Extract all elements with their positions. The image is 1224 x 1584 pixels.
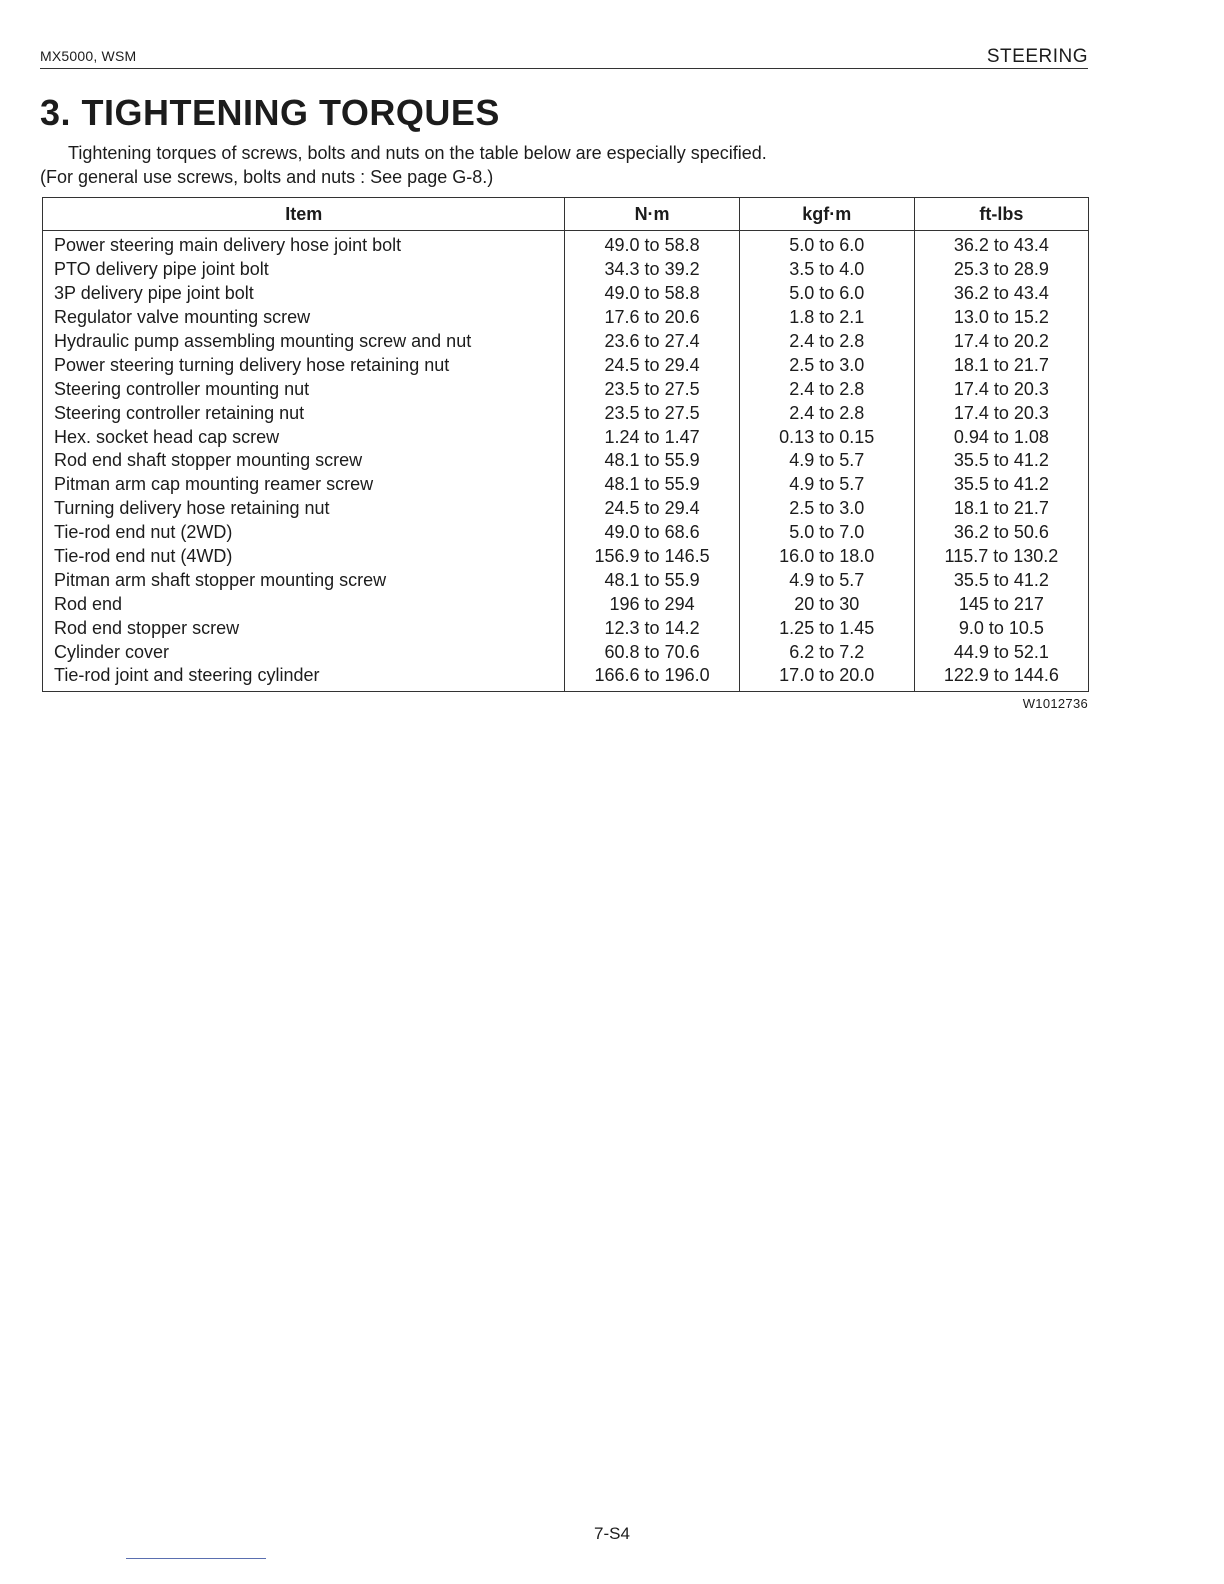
- item-cell: Rod end stopper screw: [43, 616, 565, 640]
- nm-cell: 17.6 to 20.6: [565, 306, 739, 330]
- kgfm-cell: 0.13 to 0.15: [739, 425, 914, 449]
- table-row: [43, 306, 1089, 330]
- item-cell: Pitman arm shaft stopper mounting screw: [43, 568, 565, 592]
- kgfm-cell: 2.4 to 2.8: [739, 377, 914, 401]
- nm-cell: 23.5 to 27.5: [565, 377, 739, 401]
- nm-cell: 49.0 to 58.8: [565, 231, 739, 258]
- page-number: 7-S4: [594, 1524, 630, 1543]
- kgfm-cell: 4.9 to 5.7: [739, 473, 914, 497]
- table-row: [43, 521, 1089, 545]
- table-row: [43, 473, 1089, 497]
- nm-cell: 60.8 to 70.6: [565, 640, 739, 664]
- kgfm-cell: 20 to 30: [739, 592, 914, 616]
- table-row: [43, 353, 1089, 377]
- column-header-ftlbs: ft-lbs: [914, 198, 1088, 231]
- kgfm-cell: 5.0 to 6.0: [739, 282, 914, 306]
- nm-cell: 156.9 to 146.5: [565, 545, 739, 569]
- item-cell: Pitman arm cap mounting reamer screw: [43, 473, 565, 497]
- kgfm-cell: 5.0 to 6.0: [739, 231, 914, 258]
- item-cell: Regulator valve mounting screw: [43, 306, 565, 330]
- kgfm-cell: 5.0 to 7.0: [739, 521, 914, 545]
- kgfm-cell: 2.5 to 3.0: [739, 497, 914, 521]
- ftlbs-cell: 36.2 to 43.4: [914, 231, 1088, 258]
- kgfm-cell: 16.0 to 18.0: [739, 545, 914, 569]
- nm-cell: 48.1 to 55.9: [565, 473, 739, 497]
- ftlbs-cell: 18.1 to 21.7: [914, 353, 1088, 377]
- nm-cell: 23.6 to 27.4: [565, 330, 739, 354]
- nm-cell: 49.0 to 68.6: [565, 521, 739, 545]
- item-cell: Tie-rod joint and steering cylinder: [43, 664, 565, 691]
- intro-text: [40, 141, 767, 189]
- ftlbs-cell: 17.4 to 20.3: [914, 401, 1088, 425]
- ftlbs-cell: 36.2 to 43.4: [914, 282, 1088, 306]
- torque-table: [42, 197, 1089, 692]
- kgfm-cell: 3.5 to 4.0: [739, 258, 914, 282]
- table-row: [43, 425, 1089, 449]
- table-row: [43, 449, 1089, 473]
- ftlbs-cell: 17.4 to 20.2: [914, 330, 1088, 354]
- ftlbs-cell: 145 to 217: [914, 592, 1088, 616]
- nm-cell: 24.5 to 29.4: [565, 497, 739, 521]
- table-row: [43, 231, 1089, 258]
- item-cell: Tie-rod end nut (2WD): [43, 521, 565, 545]
- table-row: [43, 592, 1089, 616]
- nm-cell: 34.3 to 39.2: [565, 258, 739, 282]
- table-row: [43, 377, 1089, 401]
- table-row: [43, 616, 1089, 640]
- item-cell: Turning delivery hose retaining nut: [43, 497, 565, 521]
- ftlbs-cell: 17.4 to 20.3: [914, 377, 1088, 401]
- ftlbs-cell: 25.3 to 28.9: [914, 258, 1088, 282]
- ftlbs-cell: 18.1 to 21.7: [914, 497, 1088, 521]
- kgfm-cell: 1.25 to 1.45: [739, 616, 914, 640]
- page-header: [40, 46, 1088, 69]
- kgfm-cell: 4.9 to 5.7: [739, 449, 914, 473]
- column-header-item: Item: [43, 198, 565, 231]
- item-cell: Cylinder cover: [43, 640, 565, 664]
- table-row: [43, 664, 1089, 691]
- nm-cell: 48.1 to 55.9: [565, 449, 739, 473]
- item-cell: Tie-rod end nut (4WD): [43, 545, 565, 569]
- item-cell: Hex. socket head cap screw: [43, 425, 565, 449]
- table-row: [43, 640, 1089, 664]
- table-row: [43, 568, 1089, 592]
- table-row: [43, 258, 1089, 282]
- manual-id: MX5000, WSM: [40, 48, 137, 64]
- nm-cell: 24.5 to 29.4: [565, 353, 739, 377]
- nm-cell: 1.24 to 1.47: [565, 425, 739, 449]
- ftlbs-cell: 13.0 to 15.2: [914, 306, 1088, 330]
- ftlbs-cell: 0.94 to 1.08: [914, 425, 1088, 449]
- nm-cell: 196 to 294: [565, 592, 739, 616]
- item-cell: Rod end: [43, 592, 565, 616]
- item-cell: Hydraulic pump assembling mounting screw and nut: [43, 330, 565, 354]
- table-row: [43, 282, 1089, 306]
- item-cell: Power steering main delivery hose joint bolt: [43, 231, 565, 258]
- nm-cell: 23.5 to 27.5: [565, 401, 739, 425]
- ftlbs-cell: 122.9 to 144.6: [914, 664, 1088, 691]
- table-header-row: [43, 198, 1089, 231]
- nm-cell: 48.1 to 55.9: [565, 568, 739, 592]
- column-header-nm: N·m: [565, 198, 739, 231]
- kgfm-cell: 2.5 to 3.0: [739, 353, 914, 377]
- page-title: 3. TIGHTENING TORQUES: [40, 92, 500, 133]
- item-cell: Steering controller retaining nut: [43, 401, 565, 425]
- ftlbs-cell: 44.9 to 52.1: [914, 640, 1088, 664]
- table-row: [43, 545, 1089, 569]
- table-row: [43, 330, 1089, 354]
- ftlbs-cell: 35.5 to 41.2: [914, 449, 1088, 473]
- nm-cell: 12.3 to 14.2: [565, 616, 739, 640]
- item-cell: PTO delivery pipe joint bolt: [43, 258, 565, 282]
- column-header-kgfm: kgf·m: [739, 198, 914, 231]
- ftlbs-cell: 35.5 to 41.2: [914, 473, 1088, 497]
- document-code: W1012736: [1022, 696, 1088, 711]
- nm-cell: 49.0 to 58.8: [565, 282, 739, 306]
- ftlbs-cell: 36.2 to 50.6: [914, 521, 1088, 545]
- ftlbs-cell: 35.5 to 41.2: [914, 568, 1088, 592]
- table-row: [43, 401, 1089, 425]
- item-cell: Steering controller mounting nut: [43, 377, 565, 401]
- kgfm-cell: 2.4 to 2.8: [739, 401, 914, 425]
- kgfm-cell: 17.0 to 20.0: [739, 664, 914, 691]
- table-row: [43, 497, 1089, 521]
- kgfm-cell: 1.8 to 2.1: [739, 306, 914, 330]
- kgfm-cell: 6.2 to 7.2: [739, 640, 914, 664]
- footer-rule: [126, 1558, 266, 1559]
- section-name: STEERING: [986, 46, 1088, 67]
- kgfm-cell: 4.9 to 5.7: [739, 568, 914, 592]
- nm-cell: 166.6 to 196.0: [565, 664, 739, 691]
- ftlbs-cell: 115.7 to 130.2: [914, 545, 1088, 569]
- item-cell: 3P delivery pipe joint bolt: [43, 282, 565, 306]
- kgfm-cell: 2.4 to 2.8: [739, 330, 914, 354]
- item-cell: Power steering turning delivery hose retaining nut: [43, 353, 565, 377]
- ftlbs-cell: 9.0 to 10.5: [914, 616, 1088, 640]
- item-cell: Rod end shaft stopper mounting screw: [43, 449, 565, 473]
- intro-line-2: (For general use screws, bolts and nuts : See page G-8.): [40, 167, 494, 187]
- intro-line-1: Tightening torques of screws, bolts and nuts on the table below are especially specified.: [68, 143, 767, 163]
